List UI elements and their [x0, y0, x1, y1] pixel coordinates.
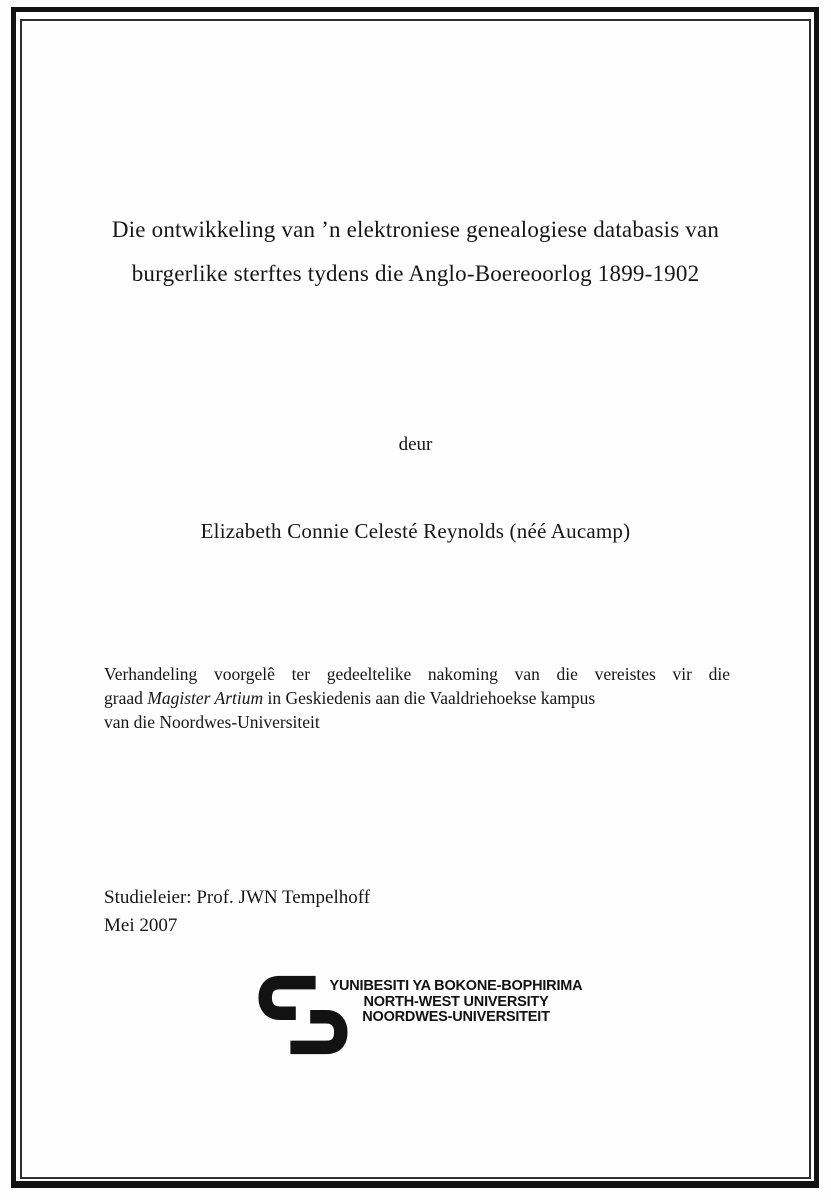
logo-text-line2: NORTH-WEST UNIVERSITY	[363, 993, 549, 1010]
submission-statement	[104, 662, 730, 734]
university-logo	[258, 973, 592, 1057]
submission-line2-prefix: graad	[104, 688, 148, 708]
thesis-title	[85, 208, 746, 296]
date-line: Mei 2007	[104, 915, 178, 936]
supervisor-line: Studieleier: Prof. JWN Tempelhoff	[104, 887, 371, 908]
submission-line2	[104, 686, 730, 710]
thesis-title-line2: burgerlike sterftes tydens die Anglo-Boereoorlog 1899-1902	[131, 261, 700, 286]
author-name: Elizabeth Connie Celesté Reynolds (néé Aucamp)	[200, 519, 631, 543]
supervisor-and-date	[104, 884, 370, 940]
university-logo-text	[320, 973, 592, 1026]
byline-deur: deur	[398, 434, 433, 455]
logo-text-line1: YUNIBESITI YA BOKONE-BOPHIRIMA	[329, 978, 583, 994]
thesis-title-line1: Die ontwikkeling van ’n elektroniese genealogiese databasis van	[111, 217, 720, 242]
logo-text-line3: NOORDWES-UNIVERSITEIT	[362, 1009, 550, 1025]
submission-line3: van die Noordwes-Universiteit	[104, 712, 320, 732]
submission-line2-suffix: in Geskiedenis aan die Vaaldriehoekse kampus	[263, 688, 596, 708]
submission-line1: Verhandeling voorgelê ter gedeeltelike nakoming van die vereistes vir die	[104, 664, 730, 684]
degree-name: Magister Artium	[147, 688, 264, 708]
